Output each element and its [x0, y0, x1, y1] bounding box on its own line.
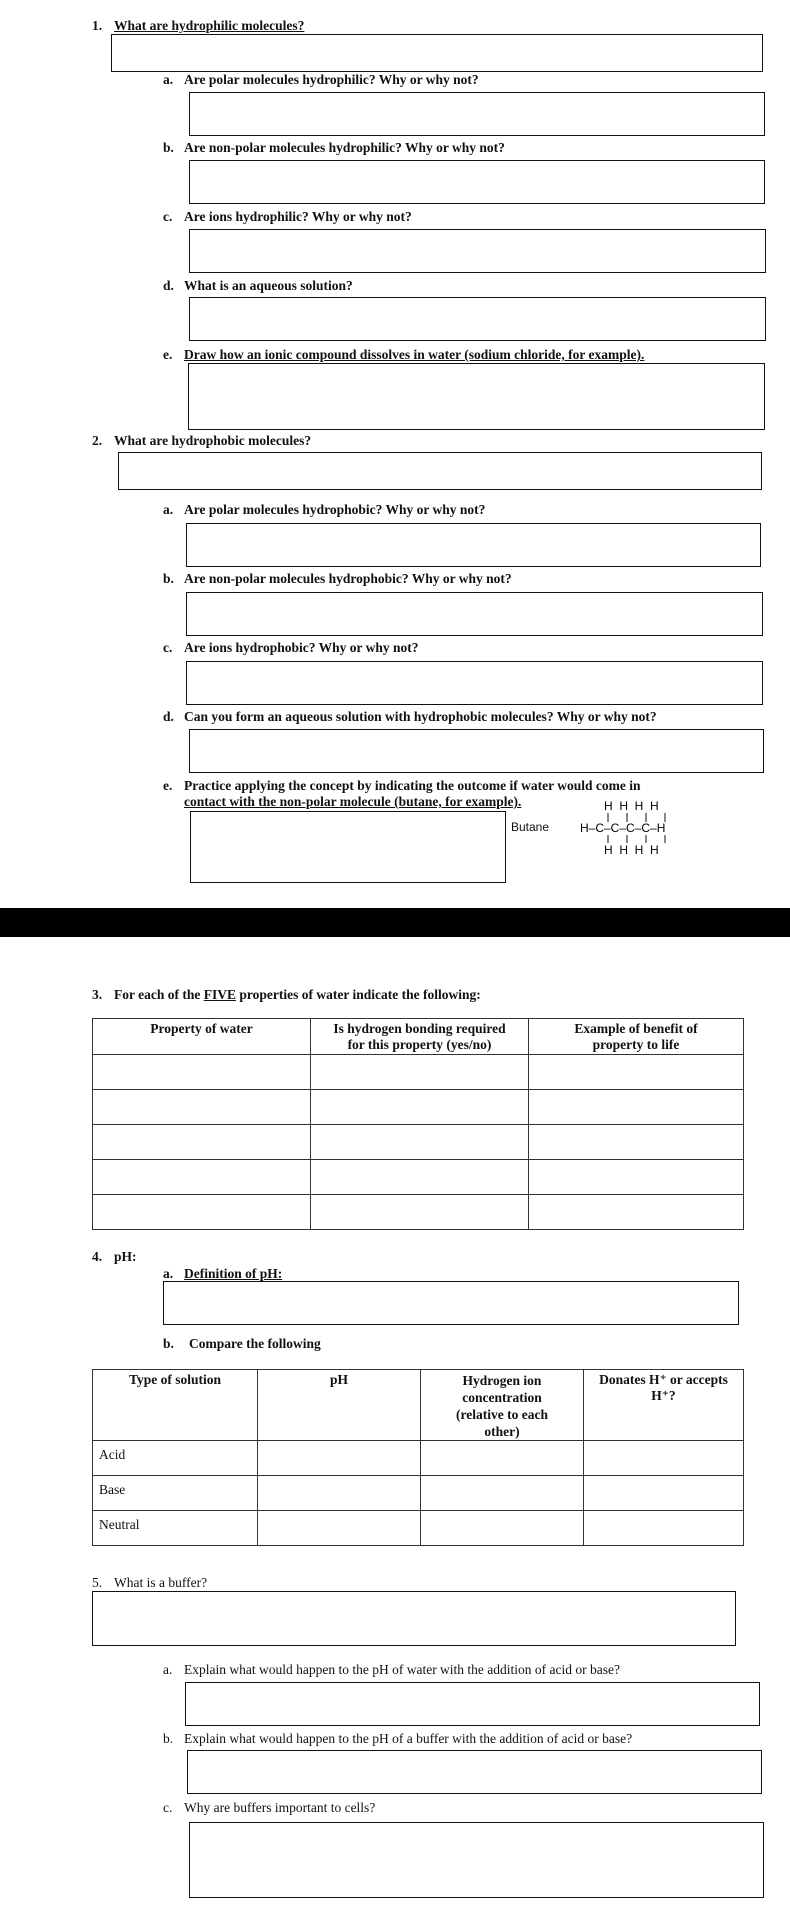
- question-2a: [163, 502, 485, 518]
- answer-box-5b[interactable]: [187, 1750, 762, 1794]
- table-row: [93, 1511, 744, 1546]
- table-row: [93, 1195, 744, 1230]
- table-cell[interactable]: [93, 1055, 311, 1090]
- sub-letter: a.: [163, 1266, 174, 1281]
- header-hbond: [311, 1019, 529, 1055]
- question-number: 1.: [92, 18, 103, 33]
- table-cell[interactable]: [311, 1055, 529, 1090]
- table-cell[interactable]: [584, 1476, 744, 1511]
- question-1b: [163, 140, 505, 156]
- sub-letter: a.: [163, 72, 174, 87]
- answer-box-2[interactable]: [118, 452, 762, 490]
- question-text-prefix: For each of the: [114, 987, 204, 1002]
- header-line: Type of solution: [128, 1372, 221, 1387]
- sub-letter: d.: [163, 709, 174, 724]
- question-1d: [163, 278, 353, 294]
- answer-box-2d[interactable]: [189, 729, 764, 773]
- butane-structure: [576, 796, 716, 860]
- sub-letter: b.: [163, 571, 174, 586]
- sub-text: Are ions hydrophobic? Why or why not?: [184, 640, 419, 655]
- question-1: [92, 18, 304, 34]
- question-4: [92, 1249, 137, 1265]
- table-row: [93, 1441, 744, 1476]
- table-header-row: [93, 1370, 744, 1441]
- sub-letter: b.: [163, 1336, 174, 1351]
- table-cell[interactable]: [584, 1511, 744, 1546]
- table-header-row: [93, 1019, 744, 1055]
- water-properties-table: [92, 1018, 744, 1230]
- answer-box-2e[interactable]: [190, 811, 506, 883]
- table-row: [93, 1125, 744, 1160]
- header-line: Hydrogen ion: [462, 1373, 542, 1388]
- table-row: [93, 1476, 744, 1511]
- sub-letter: a.: [163, 1662, 173, 1677]
- table-cell[interactable]: [311, 1125, 529, 1160]
- header-line: other): [484, 1424, 520, 1439]
- table-cell[interactable]: [421, 1441, 584, 1476]
- table-cell[interactable]: [529, 1090, 744, 1125]
- header-hydrogen-ion: [421, 1370, 584, 1441]
- question-text-emphasis: FIVE: [203, 987, 236, 1002]
- sub-letter: b.: [163, 1731, 174, 1746]
- header-line: H⁺?: [651, 1388, 676, 1403]
- answer-box-5a[interactable]: [185, 1682, 760, 1726]
- row-label-acid: Acid: [93, 1441, 258, 1476]
- question-2: [92, 433, 311, 449]
- sub-letter: c.: [163, 209, 173, 224]
- sub-letter: c.: [163, 1800, 173, 1815]
- sub-letter: c.: [163, 640, 173, 655]
- header-line: for this property (yes/no): [347, 1037, 492, 1052]
- answer-box-1e[interactable]: [188, 363, 765, 430]
- sub-text: Are non-polar molecules hydrophilic? Why or why not?: [184, 140, 505, 155]
- row-label-neutral: Neutral: [93, 1511, 258, 1546]
- table-cell[interactable]: [258, 1476, 421, 1511]
- table-cell[interactable]: [421, 1511, 584, 1546]
- question-4a: [163, 1266, 282, 1282]
- question-text: What are hydrophobic molecules?: [114, 433, 312, 448]
- question-5: [92, 1575, 207, 1591]
- page-separator: [0, 908, 790, 937]
- table-cell[interactable]: [93, 1125, 311, 1160]
- sub-text: Explain what would happen to the pH of water with the addition of acid or base?: [184, 1662, 621, 1677]
- question-3: [92, 987, 481, 1003]
- sub-letter: e.: [163, 347, 173, 362]
- question-1e: [163, 347, 644, 363]
- question-4b: [163, 1336, 321, 1352]
- table-cell[interactable]: [93, 1090, 311, 1125]
- butane-bottom-row: H H H H: [604, 843, 659, 857]
- butane-top-row: H H H H: [604, 799, 659, 813]
- question-5a: [163, 1662, 620, 1678]
- table-cell[interactable]: [93, 1160, 311, 1195]
- sub-text: Are polar molecules hydrophobic? Why or why not?: [184, 502, 486, 517]
- table-cell[interactable]: [529, 1125, 744, 1160]
- table-cell[interactable]: [258, 1511, 421, 1546]
- header-line: Donates H⁺ or accepts: [599, 1372, 728, 1387]
- question-2c: [163, 640, 419, 656]
- question-number: 3.: [92, 987, 103, 1002]
- header-line: property to life: [592, 1037, 680, 1052]
- table-cell[interactable]: [258, 1441, 421, 1476]
- answer-box-1[interactable]: [111, 34, 763, 72]
- header-donates: [584, 1370, 744, 1441]
- header-property: [93, 1019, 311, 1055]
- question-number: 4.: [92, 1249, 103, 1264]
- header-line: Example of benefit of: [574, 1021, 698, 1036]
- answer-box-1c[interactable]: [189, 229, 766, 273]
- table-cell[interactable]: [529, 1055, 744, 1090]
- sub-text: Are polar molecules hydrophilic? Why or why not?: [184, 72, 479, 87]
- solution-comparison-table: [92, 1369, 744, 1546]
- table-cell[interactable]: [584, 1441, 744, 1476]
- table-cell[interactable]: [311, 1090, 529, 1125]
- header-ph: [258, 1370, 421, 1441]
- sub-text-line1: Practice applying the concept by indicating the outcome if water would come in: [184, 778, 641, 793]
- answer-box-2b[interactable]: [186, 592, 763, 636]
- answer-box-2c[interactable]: [186, 661, 763, 705]
- question-5c: [163, 1800, 375, 1816]
- sub-text: Why are buffers important to cells?: [184, 1800, 376, 1815]
- answer-box-5[interactable]: [92, 1591, 736, 1646]
- header-line: (relative to each: [456, 1407, 548, 1422]
- sub-text: Compare the following: [189, 1336, 321, 1351]
- question-text: What are hydrophilic molecules?: [114, 18, 305, 33]
- question-2e: [163, 778, 640, 810]
- question-text: What is a buffer?: [114, 1575, 208, 1590]
- sub-letter: d.: [163, 278, 174, 293]
- sub-text: Draw how an ionic compound dissolves in water (sodium chloride, for example).: [184, 347, 645, 362]
- table-cell[interactable]: [529, 1160, 744, 1195]
- question-5b: [163, 1731, 632, 1747]
- answer-box-1a[interactable]: [189, 92, 765, 136]
- header-line: pH: [329, 1372, 348, 1387]
- sub-letter: e.: [163, 778, 173, 793]
- question-1c: [163, 209, 412, 225]
- question-2d: [163, 709, 657, 725]
- row-label-base: Base: [93, 1476, 258, 1511]
- sub-text: Are non-polar molecules hydrophobic? Why or why not?: [184, 571, 512, 586]
- table-row: [93, 1055, 744, 1090]
- header-benefit: [529, 1019, 744, 1055]
- table-cell[interactable]: [311, 1195, 529, 1230]
- sub-text: Are ions hydrophilic? Why or why not?: [184, 209, 412, 224]
- sub-text: Explain what would happen to the pH of a buffer with the addition of acid or base?: [184, 1731, 633, 1746]
- question-number: 5.: [92, 1575, 103, 1590]
- answer-box-1b[interactable]: [189, 160, 765, 204]
- sub-text: Definition of pH:: [184, 1266, 283, 1281]
- table-cell[interactable]: [93, 1195, 311, 1230]
- header-line: Property of water: [150, 1021, 253, 1036]
- answer-box-1d[interactable]: [189, 297, 766, 341]
- header-type: [93, 1370, 258, 1441]
- butane-label: Butane: [511, 820, 550, 834]
- answer-box-2a[interactable]: [186, 523, 761, 567]
- table-cell[interactable]: [529, 1195, 744, 1230]
- answer-box-5c[interactable]: [189, 1822, 764, 1898]
- table-cell[interactable]: [421, 1476, 584, 1511]
- question-text: pH:: [114, 1249, 137, 1264]
- sub-letter: a.: [163, 502, 174, 517]
- header-line: Is hydrogen bonding required: [333, 1021, 506, 1036]
- table-row: [93, 1090, 744, 1125]
- answer-box-4a[interactable]: [163, 1281, 739, 1325]
- header-line: concentration: [462, 1390, 542, 1405]
- butane-middle-row: H–C–C–C–C–H: [580, 821, 666, 835]
- question-number: 2.: [92, 433, 103, 448]
- sub-text-line2: contact with the non-polar molecule (butane, for example).: [184, 794, 522, 809]
- question-1a: [163, 72, 479, 88]
- table-cell[interactable]: [311, 1160, 529, 1195]
- sub-text: What is an aqueous solution?: [184, 278, 353, 293]
- question-2b: [163, 571, 512, 587]
- sub-text: Can you form an aqueous solution with hydrophobic molecules? Why or why not?: [184, 709, 657, 724]
- table-row: [93, 1160, 744, 1195]
- sub-letter: b.: [163, 140, 174, 155]
- question-text-suffix: properties of water indicate the following:: [236, 987, 481, 1002]
